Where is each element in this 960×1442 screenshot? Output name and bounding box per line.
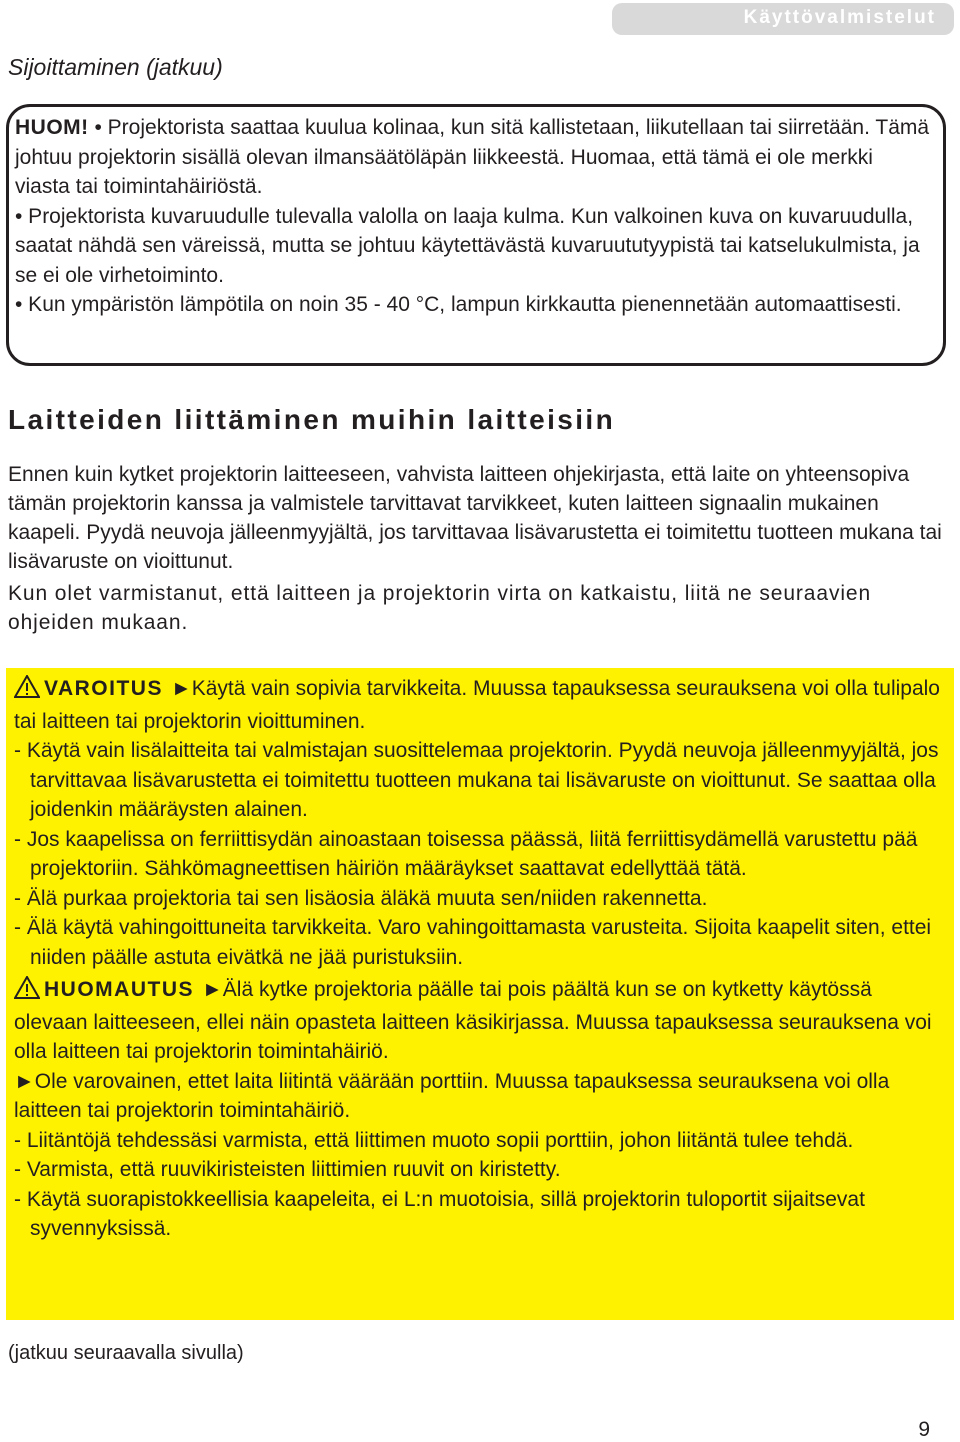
caution-item-1: - Liitäntöjä tehdessäsi varmista, että liittimen muoto sopii porttiin, johon liitäntä tulee tehdä. <box>14 1128 854 1152</box>
caution-triangle-icon <box>14 976 40 1008</box>
warning-item-4: - Älä käytä vahingoittuneita tarvikkeita. Varo vahingoittamasta varusteita. Sijoita kaapelit siten, ettei niiden päälle astuta eivätkä ne jää puristuksiin. <box>14 916 932 969</box>
caution-label: HUOMAUTUS <box>44 978 194 1001</box>
warning-item-2: - Jos kaapelissa on ferriittisydän ainoastaan toisessa päässä, liitä ferriittisydämellä varustettu pää projektoriin. Sähkömagneettisen häiriön määräykset saattavat edellyttää tätä. <box>14 827 918 880</box>
warning-triangle-icon <box>14 675 40 707</box>
intro-text <box>8 460 956 637</box>
header-title: Käyttövalmistelut <box>743 7 936 28</box>
warning-first-text: ►Käytä vain sopivia tarvikkeita. Muussa tapauksessa seurauksena voi olla tulipalo tai laitteen tai projektorin vioittuminen. <box>14 677 940 733</box>
note-paragraph-2: • Projektorista kuvaruudulle tulevalla valolla on laaja kulma. Kun valkoinen kuva on kuvaruudulla, saatat nähdä sen väreissä, mutta se johtuu käytettävästä kuvaruututyypistä tai katselukulmista, ja se ei ole virhetoiminto. <box>15 204 920 287</box>
note-box <box>6 104 946 366</box>
page-number: 9 <box>918 1418 930 1441</box>
caution-first <box>14 975 946 1067</box>
footer-note: (jatkuu seuraavalla sivulla) <box>8 1342 244 1364</box>
section-continued-title: Sijoittaminen (jatkuu) <box>8 54 223 80</box>
note-label: HUOM! <box>15 116 89 139</box>
warning-label: VAROITUS <box>44 677 163 700</box>
warning-item-1: - Käytä vain lisälaitteita tai valmistajan suosittelemaa projektorin. Pyydä neuvoja jälleenmyyjältä, jos tarvittavaa lisävarustetta ei toimitettu tuotteen mukana tai lisävaruste on vioittunut. Se saattaa olla joidenkin määräysten alainen. <box>14 739 939 821</box>
intro-paragraph-1: Ennen kuin kytket projektorin laitteeseen, vahvista laitteen ohjekirjasta, että laite on yhteensopiva tämän projektorin kanssa ja valmistele tarvittavat tarvikkeet, kuten laitteen signaalin mukainen kaapeli. Pyydä neuvoja jälleenmyyjältä, jos tarvittavaa lisävarustetta ei toimitettu tuotteen mukana tai lisävaruste on vioittunut. <box>8 463 942 573</box>
section-heading: Laitteiden liittäminen muihin laitteisiin <box>8 404 616 435</box>
caution-first-text: ►Älä kytke projektoria päälle tai pois päältä kun se on kytketty käytössä olevaan laitteeseen, ellei näin opasteta laitteen käsikirjassa. Muussa tapauksessa seurauksena voi olla laitteen tai projektorin toimintahäiriö. <box>14 978 932 1063</box>
warning-box <box>6 668 954 1320</box>
note-paragraph-1 <box>15 113 931 202</box>
intro-paragraph-2: Kun olet varmistanut, että laitteen ja projektorin virta on katkaistu, liitä ne seuraavien ohjeiden mukaan. <box>8 582 872 634</box>
caution-item-3: - Käytä suorapistokkeellisia kaapeleita, ei L:n muotoisia, sillä projektorin tuloportit sijaitsevat syvennyksissä. <box>14 1187 865 1240</box>
note-text-1: • Projektorista saattaa kuulua kolinaa, kun sitä kallistetaan, liikutellaan tai siirretään. Tämä johtuu projektorin sisällä olevan ilmansäätöläpän liikkeestä. Huomaa, että tämä ei ole merkki viasta tai toimintahäiriöstä. <box>15 116 930 198</box>
warning-item-3: - Älä purkaa projektoria tai sen lisäosia äläkä muuta sen/niiden rakennetta. <box>14 886 708 910</box>
header-bar <box>612 3 954 35</box>
warning-first <box>14 674 946 736</box>
caution-item-2: - Varmista, että ruuvikiristeisten liittimien ruuvit on kiristetty. <box>14 1158 561 1181</box>
note-paragraph-3: • Kun ympäristön lämpötila on noin 35 - 40 °C, lampun kirkkautta pienennetään automaattisesti. <box>15 293 902 316</box>
caution-second: ►Ole varovainen, ettet laita liitintä väärään porttiin. Muussa tapauksessa seurauksena voi olla laitteen tai projektorin toimintahäiriö. <box>14 1069 890 1122</box>
